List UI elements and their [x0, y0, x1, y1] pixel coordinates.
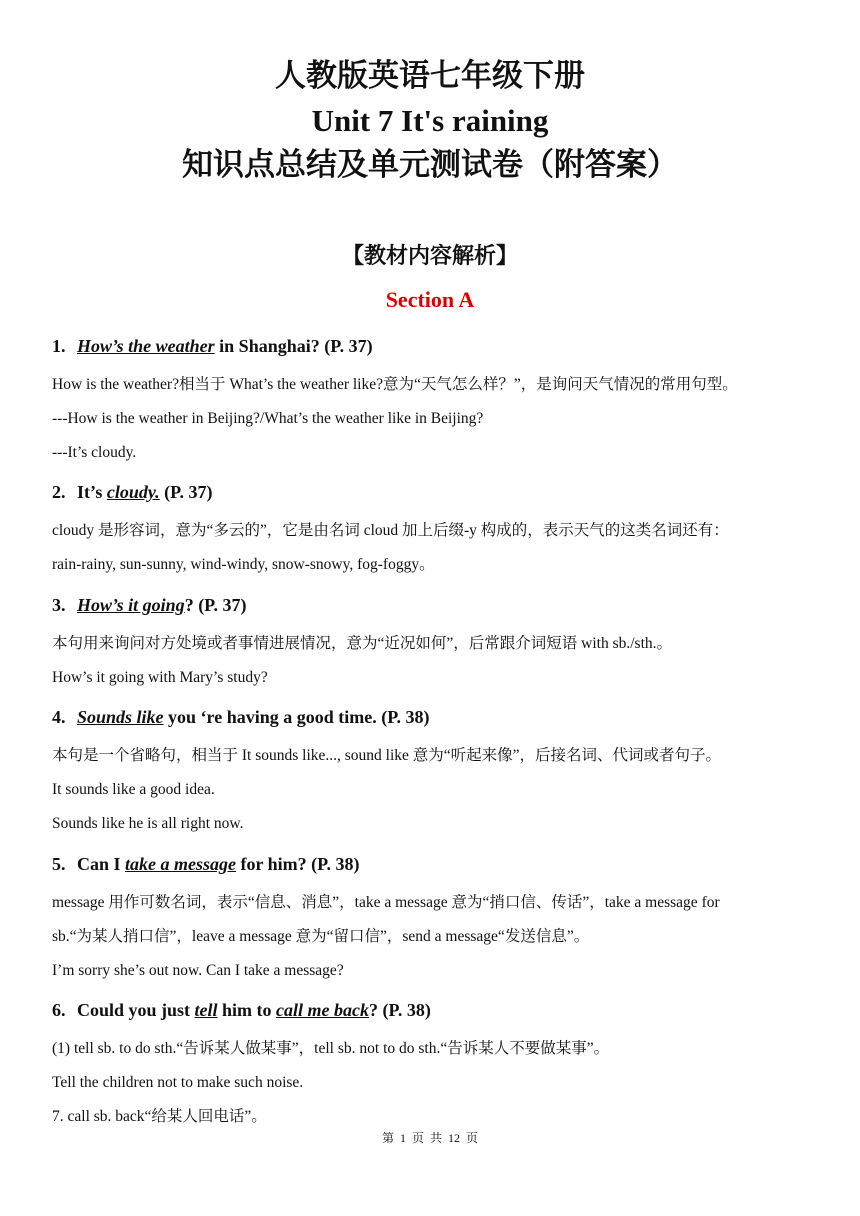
- item-number: 2.: [52, 482, 66, 502]
- item-text-line: I’m sorry she’s out now. Can I take a message?: [52, 962, 344, 979]
- footer-ye: 页: [411, 1131, 424, 1145]
- item-heading-post: ? (P. 37): [184, 595, 247, 615]
- item-text-line: How’s it going with Mary’s study?: [52, 669, 268, 686]
- item-heading: [52, 852, 360, 876]
- item-keyword: tell: [194, 1000, 218, 1020]
- footer-ye-2: 页: [466, 1131, 479, 1145]
- item-text-line: sb.“为某人捎口信”，leave a message 意为“留口信”，send a message“发送信息”。: [52, 928, 590, 945]
- item-heading: [52, 705, 430, 729]
- item-heading-pre: Could you just: [77, 1000, 195, 1020]
- item-text-line: 7. call sb. back“给某人回电话”。: [52, 1108, 267, 1125]
- item-number: 5.: [52, 854, 66, 874]
- document-title-line2: Unit 7 It's raining: [311, 103, 549, 138]
- item-heading: [52, 334, 373, 358]
- item-heading-post: for him? (P. 38): [236, 854, 360, 874]
- item-number: 1.: [52, 336, 66, 356]
- item-number: 3.: [52, 595, 66, 615]
- total-pages: 12: [448, 1131, 461, 1145]
- item-heading-pre: Can I: [77, 854, 126, 874]
- item-text-line: It sounds like a good idea.: [52, 781, 215, 798]
- item-text-line: Sounds like he is all right now.: [52, 815, 244, 832]
- item-text-line: Tell the children not to make such noise.: [52, 1074, 304, 1091]
- footer-di: 第: [381, 1131, 394, 1145]
- page-footer: [0, 1129, 860, 1146]
- item-text-line: rain-rainy, sun-sunny, wind-windy, snow-snowy, fog-foggy。: [52, 556, 435, 573]
- item-text-line: message 用作可数名词，表示“信息、消息”，take a message 意为“捎口信、传话”，take a message for: [52, 894, 720, 911]
- item-keyword: cloudy.: [106, 482, 160, 502]
- item-heading-post: in Shanghai? (P. 37): [214, 336, 373, 356]
- item-text-line: ---It’s cloudy.: [52, 444, 137, 461]
- item-text-line: (1) tell sb. to do sth.“告诉某人做某事”，tell sb. not to do sth.“告诉某人不要做某事”。: [52, 1040, 610, 1057]
- item-heading-post: you ‘re having a good time. (P. 38): [163, 707, 430, 727]
- item-keyword-2: call me back: [276, 1000, 370, 1020]
- document-title-line3: 知识点总结及单元测试卷（附答案）: [182, 147, 678, 182]
- item-keyword: How’s the weather: [77, 336, 215, 356]
- item-text-line: cloudy 是形容词，意为“多云的”，它是由名词 cloud 加上后缀-y 构成的，表示天气的这类名词还有：: [52, 522, 729, 539]
- section-heading: 【教材内容解析】: [341, 243, 518, 268]
- item-text-line: How is the weather?相当于 What’s the weather like?意为“天气怎么样？”，是询问天气情况的常用句型。: [52, 376, 738, 393]
- item-heading-pre: It’s: [77, 482, 107, 502]
- page-number: 1: [399, 1131, 406, 1145]
- item-text-line: 本句用来询问对方处境或者事情进展情况，意为“近况如何”，后常跟介词短语 with sb./sth.。: [52, 635, 672, 652]
- item-heading-post: ? (P. 38): [369, 1000, 431, 1020]
- item-keyword: How’s it going: [77, 595, 185, 615]
- item-keyword: Sounds like: [77, 707, 164, 727]
- document-title-line1: 人教版英语七年级下册: [275, 58, 585, 93]
- section-name: Section A: [385, 287, 475, 312]
- item-number: 4.: [52, 707, 66, 727]
- item-number: 6.: [52, 1000, 66, 1020]
- item-heading-mid: him to: [217, 1000, 277, 1020]
- item-text-line: ---How is the weather in Beijing?/What’s the weather like in Beijing?: [52, 410, 484, 427]
- item-heading: [52, 998, 431, 1022]
- footer-gong: 共: [430, 1131, 443, 1145]
- item-heading: [52, 593, 247, 617]
- item-heading-post: (P. 37): [159, 482, 213, 502]
- item-keyword: take a message: [125, 854, 236, 874]
- item-heading: [52, 480, 213, 504]
- item-text-line: 本句是一个省略句，相当于 It sounds like..., sound like 意为“听起来像”，后接名词、代词或者句子。: [52, 747, 722, 764]
